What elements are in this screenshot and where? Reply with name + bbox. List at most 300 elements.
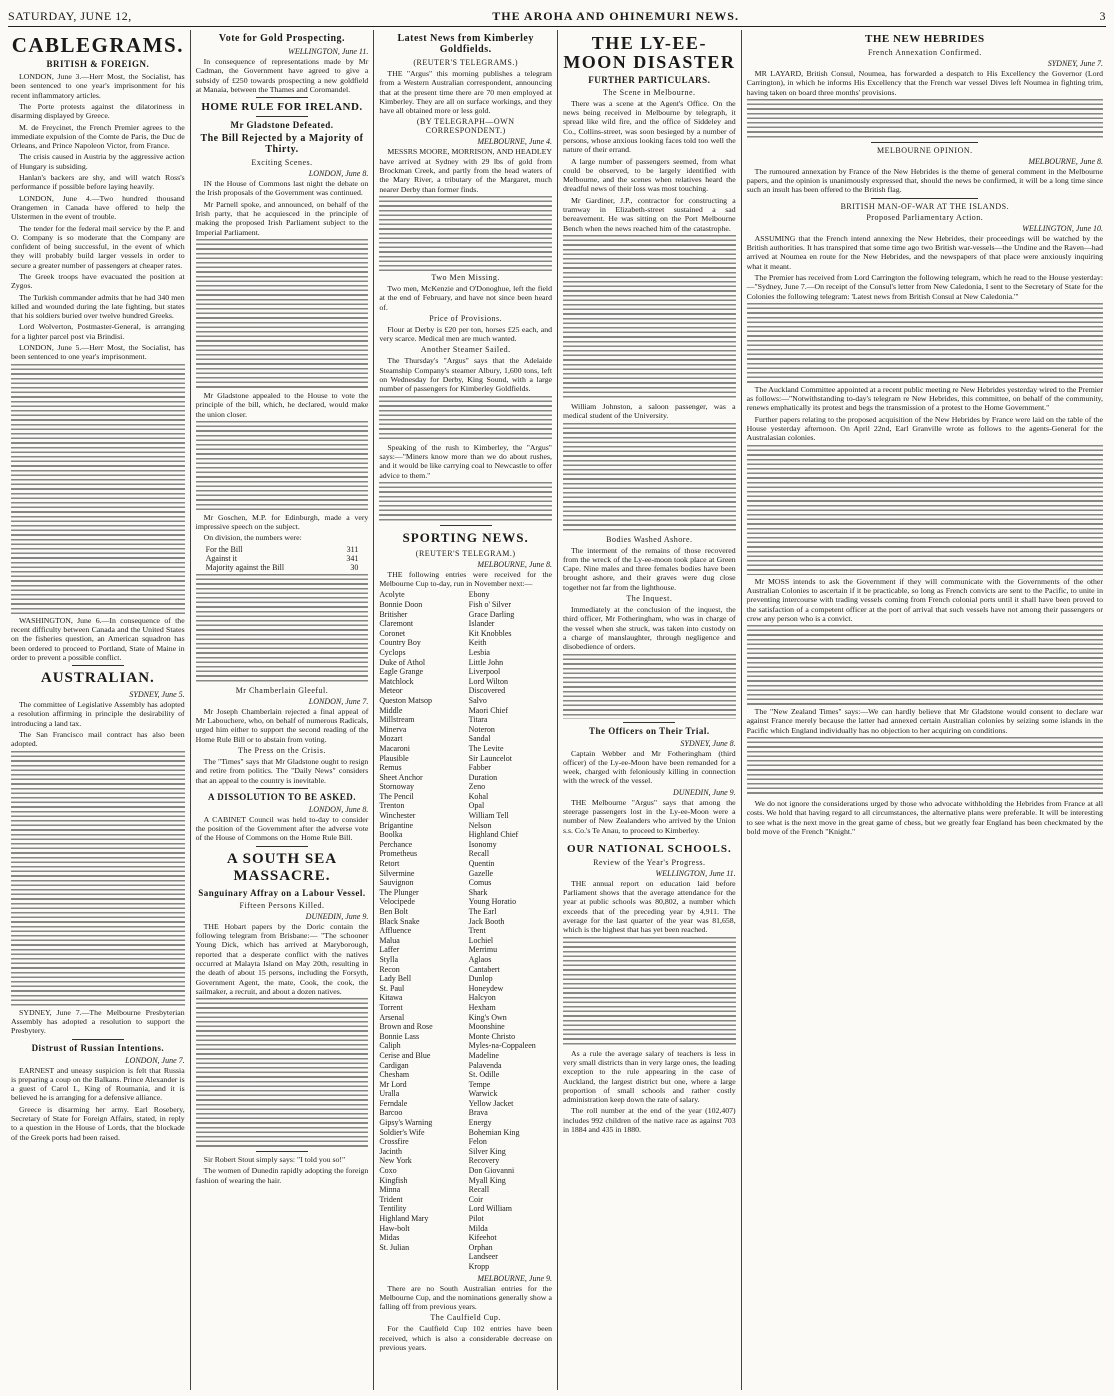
cup-entry: Myles-na-Coppaleen — [468, 1041, 536, 1051]
cup-entry: St. Paul — [379, 983, 405, 993]
cup-entry: Recovery — [468, 1156, 500, 1166]
cup-entry: Barcoo — [379, 1108, 403, 1118]
reuters-subheading: (REUTER'S TELEGRAMS.) — [413, 58, 518, 67]
article-paragraph: The tender for the federal mail service by the P. and O. Company is so moderate that the Company are confident of being successful, in the event of which they will probably build larger vessels in order to secure a greater number of passengers at cheaper rates. — [11, 223, 185, 270]
text-block — [747, 99, 1103, 139]
cup-entry: Comus — [468, 878, 492, 888]
article-paragraph: Lord Wolverton, Postmaster-General, is arranging for a lighter parcel post via Brindisi. — [11, 322, 185, 341]
cup-entry: Gipsy's Warning — [379, 1118, 433, 1128]
cup-entry: Palavenda — [468, 1060, 502, 1070]
cup-entry: Remus — [379, 763, 402, 773]
vote-value: 341 — [346, 553, 359, 563]
cup-entry: Sandal — [468, 734, 491, 744]
cup-entry: Velocipede — [379, 897, 415, 907]
vote-label: For the Bill — [205, 544, 243, 554]
cup-entry: Grace Darling — [468, 609, 515, 619]
cup-entry: Black Snake — [379, 916, 420, 926]
cup-entry: Torrent — [379, 1002, 403, 1012]
cup-entry: Bohemian King — [468, 1127, 520, 1137]
article-paragraph: WASHINGTON, June 6.—In consequence of the recent difficulty between Canada and the United States on the fisheries question, an American squadron has been ordered to proceed to Portland, State of Maine in order to prevent a possible conflict. — [11, 615, 185, 662]
article-paragraph: THE Melbourne "Argus" says that among the steerage passengers lost in the Ly-ee-Moon were a number of New Zealanders who arrived by the Union s.s. Co.'s Te Anau, to proceed to Kimberley. — [563, 797, 736, 835]
cup-entry: Islander — [468, 619, 495, 629]
cup-entry: Titara — [468, 715, 488, 725]
article-paragraph: The "New Zealand Times" says:—We can hardly believe that Mr Gladstone would consent to declare war against France merely because the latter had annexed certain Australian colonies by seizing some islands in the Pacific which England individually has no objection to her acquiring on conditions. — [746, 707, 1103, 735]
cup-entry: Cerise and Blue — [379, 1050, 431, 1060]
article-paragraph: The "Times" says that Mr Gladstone ought to resign and retire from politics. The "Daily News" considers that an appeal to the country is inevitable. — [195, 756, 369, 785]
fifteen-killed-heading: Fifteen Persons Killed. — [239, 900, 325, 910]
cup-entry: Soldier's Wife — [379, 1127, 425, 1137]
national-schools-heading: OUR NATIONAL SCHOOLS. — [566, 842, 732, 855]
column-5 — [741, 30, 1108, 1390]
cup-entry: Country Boy — [379, 638, 421, 648]
cup-entry: Britisher — [379, 609, 408, 619]
divider — [256, 788, 308, 789]
cup-entry: Salvo — [468, 695, 487, 705]
dateline: WELLINGTON, June 10. — [1022, 223, 1103, 233]
article-paragraph: William Johnston, a saloon passenger, was a medical student of the University. — [563, 401, 736, 421]
text-block — [747, 303, 1103, 383]
cup-entry: Warwick — [468, 1089, 498, 1099]
article-paragraph: The Turkish commander admits that he had 340 men killed and wounded during the late fighting, but states that his soldiers buried over twelve hundred Greeks. — [11, 292, 185, 321]
article-paragraph: The Thursday's "Argus" says that the Adelaide Steamship Company's steamer Albury, 1,600 tons, left on Wednesday for Derby, King Sound, with a large number of passengers for Kimberley Goldfields. — [379, 356, 552, 394]
dateline: LONDON, June 7. — [308, 696, 369, 706]
divider — [871, 198, 978, 199]
article-paragraph: Captain Webber and Mr Fotheringham (third officer) of the Ly-ee-Moon have been remanded for a week, charged with feloniously killing in connection with the wreck of the vessel. — [563, 748, 736, 786]
cup-entry: Uralla — [379, 1089, 400, 1099]
article-paragraph: THE following entries were received for the Melbourne Cup to-day, run in November next:— — [379, 569, 552, 589]
article-paragraph: The interment of the remains of those recovered from the wreck of the Ly-ee-moon took place at Green Cape. Nine males and three females bodies have been brought ashore, and their graves were dug close together not far from the lighthouse. — [563, 545, 736, 592]
article-paragraph: Speaking of the rush to Kimberley, the "Argus" says:—"Miners know more than we do about rushes, and it would be like carrying coal to Newcastle to offer advice to them." — [379, 442, 552, 480]
cup-entry: Keith — [468, 638, 487, 648]
cup-entry: Acolyte — [379, 590, 405, 600]
article-paragraph: Further papers relating to the proposed acquisition of the New Hebrides by France were laid on the table of the House yesterday afternoon. On April 22nd, Earl Granville wrote as follows to the agents-General for the Australasian colonies. — [746, 414, 1103, 443]
article-paragraph: Mr Gardiner, J.P., contractor for constructing a tramway in Elizabeth-street sustained a sad bereavement. He was sitting on the Port Melbourne Bench when the news reached him of the catastrophe. — [563, 195, 736, 233]
issue-date: SATURDAY, JUNE 12, — [8, 8, 132, 23]
cup-entry: Noteron — [468, 724, 495, 734]
gladstone-defeated-heading: Mr Gladstone Defeated. — [230, 120, 334, 131]
new-hebrides-heading: THE NEW HEBRIDES — [864, 33, 985, 45]
cup-entry: Brown and Rose — [379, 1022, 433, 1032]
cup-entry: Nelson — [468, 820, 492, 830]
article-paragraph: IN the House of Commons last night the debate on the Irish proposals of the Government was continued. — [195, 179, 369, 198]
article-paragraph: Mr Parnell spoke, and announced, on behalf of the Irish party, that he acquiesced in the principle of making the proposed Irish Parliament subject to the Imperial Parliament. — [195, 199, 369, 237]
ly-ee-moon-heading: THE LY-EE-MOON DISASTER — [563, 33, 736, 72]
dateline: MELBOURNE, June 4. — [477, 137, 552, 147]
cup-entry: Merrimu — [468, 945, 498, 955]
cup-entry: Liverpool — [468, 667, 501, 677]
divider — [871, 142, 978, 143]
article-paragraph: EARNEST and uneasy suspicion is felt that Russia is preparing a coup on the Balkans. Prince Alexander is a guest of Carol I., King of Roumania, and it is believed he is arranging for a defensive alliance. — [11, 1065, 185, 1103]
cup-entry: Chesham — [379, 1070, 410, 1080]
vote-label: Majority against the Bill — [205, 562, 285, 572]
article-paragraph: The crisis caused in Austria by the aggressive action of Hungary is subsiding. — [11, 152, 185, 171]
cup-entry: William Tell — [468, 811, 509, 821]
vote-row — [196, 563, 369, 572]
cup-entry: Jack Booth — [468, 916, 505, 926]
article-paragraph: The San Francisco mail contract has also been adopted. — [11, 730, 185, 749]
column-4 — [557, 30, 741, 1390]
article-paragraph: A CABINET Council was held to-day to consider the position of the Government after the adverse vote of the House of Commons on the Home Rule Bill. — [195, 814, 369, 843]
article-paragraph: There are no South Australian entries for the Melbourne Cup, and the nominations generally show a falling off from previous years. — [379, 1283, 552, 1312]
cup-entry: Hexham — [468, 1002, 496, 1012]
gold-prospecting-heading: Vote for Gold Prospecting. — [218, 33, 346, 44]
cup-entry: Malua — [379, 935, 400, 945]
man-of-war-heading: BRITISH MAN-OF-WAR AT THE ISLANDS. — [840, 201, 1010, 211]
cup-entry: Stornoway — [379, 782, 414, 792]
cup-entry: Caliph — [379, 1041, 401, 1051]
article-paragraph: The Auckland Committee appointed at a recent public meeting re New Hebrides yesterday wired to the Premier as follows:—"Notwithstanding to-day's telegram re New Hebrides, this committee, on behalf of the community, renews emphatically its protest and begs the transmission of a protest to the Home Government." — [746, 384, 1103, 413]
annexation-heading: French Annexation Confirmed. — [867, 48, 982, 57]
cup-entry: Myall King — [468, 1175, 506, 1185]
cup-entry: Arsenal — [379, 1012, 405, 1022]
cup-entry: The Levite — [468, 743, 504, 753]
article-paragraph: On division, the numbers were: — [203, 533, 302, 543]
cup-entry: Millstream — [379, 715, 415, 725]
cup-entry: Minerva — [379, 724, 407, 734]
column-5-inner — [747, 33, 1103, 836]
cup-entry: Young Horatio — [468, 897, 517, 907]
vote-row — [196, 545, 369, 554]
cup-entry: Kohal — [468, 791, 489, 801]
dateline: LONDON, June 7. — [125, 1055, 185, 1065]
cup-entry: Ben Bolt — [379, 907, 408, 917]
divider — [72, 1039, 124, 1040]
cup-entry: Claremont — [379, 619, 414, 629]
caulfield-cup-heading: The Caulfield Cup. — [430, 1313, 501, 1323]
article-paragraph: The rumoured annexation by France of the New Hebrides is the theme of general comment in the Melbourne papers, and the opinion is unanimously expressed that, should the news be confirmed, it will be a long time since such an insult has been offered to the British flag. — [746, 166, 1103, 195]
article-paragraph: Mr Goschen, M.P. for Edinburgh, made a very impressive speech on the subject. — [195, 512, 369, 532]
column-3 — [373, 30, 557, 1390]
cup-entry: Fish o' Silver — [468, 600, 511, 610]
cup-entry: Felon — [468, 1137, 487, 1147]
column-2 — [190, 30, 374, 1390]
cup-entry: Coronet — [379, 628, 406, 638]
dateline: DUNEDIN, June 9. — [673, 787, 736, 797]
article-paragraph: Greece is disarming her army. Earl Rosebery, Secretary of State for Foreign Affairs, stated, in reply to a question in the House of Lords, that the blockade of the Greek ports had been raised. — [11, 1104, 185, 1142]
cup-entry: King's Own — [468, 1012, 507, 1022]
article-paragraph: THE Hobart papers by the Doric contain the following telegram from Brisbane:— "The schooner Young Dick, which has arrived at Maryborough, reported that a desperate conflict with the natives occurred at Malayta Island on May 20th, resulting in the death of about 15 persons, including the Forsyth, Government Agent, the mate, Cook, the cook, the sailmaker, a recruit, and about a dozen natives. — [195, 921, 369, 996]
own-correspondent-heading: (BY TELEGRAPH—OWN CORRESPONDENT.) — [416, 117, 515, 136]
entries-right-column — [469, 590, 552, 1271]
officers-trial-heading: The Officers on Their Trial. — [589, 725, 710, 736]
article-paragraph: THE annual report on education laid before Parliament shows that the average attendance for the year at public schools was 80,802, a number which exceeds that of the preceding year by 4,911. The average for the last quarter of the year was 81,658, which is the highest that has yet been reached. — [563, 878, 736, 935]
divider — [256, 846, 308, 847]
divider — [72, 665, 124, 666]
cup-entry: Yellow Jacket — [468, 1098, 514, 1108]
sporting-news-heading: SPORTING NEWS. — [402, 529, 529, 545]
cup-entry: Quentin — [468, 859, 495, 869]
dateline: WELLINGTON, June 11. — [655, 868, 736, 878]
cup-entry: Duke of Athol — [379, 657, 426, 667]
exciting-scenes-heading: Exciting Scenes. — [251, 158, 313, 168]
cup-entry: Prometheus — [379, 849, 418, 859]
cup-entry: Milda — [468, 1223, 488, 1233]
dateline: SYDNEY, June 8. — [680, 738, 736, 748]
text-block — [196, 421, 369, 511]
cup-entry: Crossfire — [379, 1137, 409, 1147]
text-block — [747, 737, 1103, 797]
kimberley-heading: Latest News from Kimberley Goldfields. — [397, 33, 534, 55]
column-1 — [6, 30, 190, 1390]
cup-entry: Halcyon — [468, 993, 496, 1003]
russian-heading: Distrust of Russian Intentions. — [31, 1042, 165, 1053]
dateline: SYDNEY, June 7. — [1047, 59, 1103, 68]
cup-entry: Lord William — [468, 1204, 512, 1214]
text-block — [196, 574, 369, 684]
cup-entry: Pilot — [468, 1214, 484, 1224]
inquest-heading: The Inquest. — [626, 594, 673, 604]
cup-entry: Cyclops — [379, 647, 406, 657]
article-paragraph: MR LAYARD, British Consul, Noumea, has forwarded a despatch to His Excellency the Governor (Lord Carrington), in which he informs His Excellency that the French war vessel Dives left Noumea in fighting trim, having taken on board three months' provisions. — [746, 69, 1103, 97]
text-block — [196, 998, 369, 1148]
cablegrams-heading: CABLEGRAMS. — [11, 33, 184, 57]
cup-entry: Brigantine — [379, 820, 414, 830]
dissolution-heading: A DISSOLUTION TO BE ASKED. — [208, 791, 356, 802]
cup-entry: Recall — [468, 849, 490, 859]
cup-entry: Midas — [379, 1233, 400, 1243]
cup-entry: Trent — [468, 926, 486, 936]
cup-entry: Madeline — [468, 1050, 499, 1060]
cup-entry: Perchance — [379, 839, 413, 849]
dateline: LONDON, June 8. — [308, 804, 369, 814]
cup-entry: Gazelle — [468, 868, 494, 878]
article-paragraph: As a rule the average salary of teachers is less in very small districts than in very large ones, the leading exception to the rule appearing in the case of Auckland, the largest district but one, where a large proportion of small schools and rather costly administration keep down the rate of salary. — [563, 1048, 736, 1105]
text-block — [11, 751, 185, 1006]
article-paragraph: The Porte protests against the dilatoriness in disarming displayed by Greece. — [11, 101, 185, 121]
cup-entry: Lesbia — [468, 647, 490, 657]
steamer-sailed-heading: Another Steamer Sailed. — [420, 345, 511, 355]
cup-entry: Kropp — [468, 1261, 490, 1271]
cup-entry: Laffer — [379, 945, 400, 955]
cup-entry: Kingfish — [379, 1175, 408, 1185]
cup-entry: Energy — [468, 1118, 492, 1128]
cup-entry: Coir — [468, 1194, 483, 1204]
article-paragraph: Mr Joseph Chamberlain rejected a final appeal of Mr Labouchere, who, on behalf of numerous Radicals, urged him either to support the second reading of the Home Rule Bill or to abstain from voting. — [195, 706, 369, 744]
article-paragraph: A large number of passengers seemed, from what could be observed, to be largely identified with Melbourne, and the scenes when relatives heard the dreadful news of their loss was most touching. — [563, 156, 736, 194]
divider — [256, 116, 308, 117]
page-number: 3 — [1099, 8, 1106, 23]
vote-value: 30 — [350, 562, 359, 572]
article-paragraph: Sir Robert Stout simply says: "I told you so!" — [203, 1155, 346, 1165]
cup-entry: Kitawa — [379, 993, 403, 1003]
vote-value: 311 — [346, 544, 359, 554]
article-paragraph: MESSRS MOORE, MORRISON, AND HEADLEY have arrived at Sydney with 29 lbs of gold from Brockman Creek, and partly from the head waters of the Mary River, a tributary of the Margaret, much nearer Derby than former finds. — [379, 147, 552, 194]
divider — [256, 1151, 308, 1152]
two-men-missing-heading: Two Men Missing. — [431, 272, 500, 282]
article-paragraph: Hanlan's backers are shy, and will watch Ross's performance if possible before laying heavily. — [11, 173, 185, 192]
article-paragraph: The roll number at the end of the year (102,407) includes 992 children of the native race as against 703 in 1884 and 435 in 1880. — [563, 1106, 736, 1135]
article-paragraph: LONDON, June 5.—Herr Most, the Socialist, has been sentenced to one year's imprisonment. — [11, 343, 185, 362]
article-paragraph: M. de Freycinet, the French Premier agrees to the immediate expulsion of the Comte de Paris, the Duc de Orleans, and Prince Napoleon Victor, from France. — [11, 122, 185, 151]
cup-entry: Trenton — [379, 801, 405, 811]
article-paragraph: THE "Argus" this morning publishes a telegram from a Western Australian correspondent, announcing that at the present time there are 70 men employed at Kimberley. They are all on surface workings, and they have all obtained more or less gold. — [379, 69, 552, 116]
columns — [6, 30, 1108, 1390]
text-block — [747, 445, 1103, 575]
melbourne-cup-entries — [379, 590, 552, 1271]
reuters-subheading: (REUTER'S TELEGRAM.) — [415, 548, 516, 558]
cup-entry: Ebony — [468, 590, 490, 600]
melbourne-scene-heading: The Scene in Melbourne. — [603, 87, 696, 97]
dateline: SYDNEY, June 5. — [129, 690, 185, 700]
cup-entry: The Pencil — [379, 791, 414, 801]
cup-entry: Trident — [379, 1194, 403, 1204]
article-paragraph: The Premier has received from Lord Carrington the following telegram, which he read to the House yesterday:—"Sydney, June 7.—On receipt of the Consul's letter from New Caledonia, I sent to the Secretary of State for the Colonies the following telegram: 'Latest news from British Consul at New Caledonia.'" — [746, 272, 1103, 301]
article-paragraph: LONDON, June 4.—Two hundred thousand Orangemen in Canada have offered to help the Ulstermen in the event of trouble. — [11, 193, 185, 222]
parliamentary-action-heading: Proposed Parliamentary Action. — [866, 212, 984, 222]
cup-entry: Sheet Anchor — [379, 772, 423, 782]
article-paragraph: There was a scene at the Agent's Office. On the news being received in Melbourne by telegraph, it spread like wild fire, and the office of Siddeley and Co., Collins-street, was soon besieged by a number of persons, whose anxious looking faces told too well the nature of their errand. — [563, 98, 736, 155]
dateline: MELBOURNE, June 8. — [477, 559, 552, 569]
article-paragraph: The committee of Legislative Assembly has adopted a resolution affirming in principle the desirability of introducing a land tax. — [11, 700, 185, 728]
home-rule-heading: HOME RULE FOR IRELAND. — [201, 101, 363, 114]
article-paragraph: SYDNEY, June 7.—The Melbourne Presbyterian Assembly has adopted a resolution to support the Presbytery. — [11, 1007, 185, 1036]
divider — [256, 97, 308, 98]
australian-heading: AUSTRALIAN. — [40, 670, 155, 687]
review-heading: Review of the Year's Progress. — [593, 857, 706, 867]
cup-entry: Lord Wilton — [468, 676, 508, 686]
divider — [440, 525, 492, 526]
text-block — [379, 396, 552, 441]
cup-entry: Recon — [379, 964, 400, 974]
cup-entry: Maori Chief — [468, 705, 508, 715]
text-block — [747, 625, 1103, 705]
cup-entry: Macaroni — [379, 743, 410, 753]
article-paragraph: LONDON, June 3.—Herr Most, the Socialist, has been sentenced to one year's imprisonment for his recent inflammatory articles. — [11, 72, 185, 100]
article-paragraph: In consequence of representations made by Mr Cadman, the Government have agreed to give a subsidy of £250 towards prospecting a new goldfield at Manaia, between the Thames and Coromandel. — [195, 57, 369, 94]
cup-entry: Orphan — [468, 1242, 493, 1252]
cup-entry: Kit Knobbles — [468, 628, 512, 638]
cup-entry: Don Giovanni — [468, 1166, 515, 1176]
text-block — [563, 937, 736, 1047]
chamberlain-heading: Mr Chamberlain Gleeful. — [235, 685, 329, 695]
cup-entry: Mr Lord — [379, 1079, 407, 1089]
cup-entry: The Plunger — [379, 887, 419, 897]
cup-entry: Recall — [468, 1185, 490, 1195]
cup-entry: Winchester — [379, 811, 416, 821]
cup-entry: St. Odille — [468, 1070, 500, 1080]
article-paragraph: ASSUMING that the French intend annexing the New Hebrides, their proceedings will be watched by the British authorities. It has transpired that some time ago two British war-vessels—the Undine and the Raven—had arrived at Noumea en route for the New Hebrides, and the newspapers of that place were anxiously inquiring what it meant. — [746, 233, 1103, 271]
article-paragraph: The Greek troops have evacuated the position at Zygos. — [11, 271, 185, 291]
south-sea-massacre-heading: A SOUTH SEA MASSACRE. — [226, 850, 338, 884]
cup-entry: Lady Bell — [379, 974, 412, 984]
cup-entry: Aglaos — [468, 954, 492, 964]
article-paragraph: Mr MOSS intends to ask the Government if they will communicate with the Governments of the other Australian Colonies to ascertain if it be practicable, so long as French convicts are sent to the Pacific, to unite in preventing intercourse with trading vessels coming from French colonial ports until it shall have been proved to the satisfaction of a competent officer at the port of arrival that such vessels have not among their passengers or crew any person who is a convict. — [746, 576, 1103, 623]
cup-entry: Duration — [468, 772, 498, 782]
cup-entry: Landseer — [468, 1252, 498, 1262]
cup-entry: Moonshine — [468, 1022, 505, 1032]
cup-entry: Boolka — [379, 830, 403, 840]
text-block — [563, 235, 736, 400]
article-paragraph: For the Caulfield Cup 102 entries have been received, which is also a considerable decrease on previous years. — [379, 1324, 552, 1353]
cup-entry: Silver King — [468, 1146, 506, 1156]
text-block — [563, 654, 736, 719]
cup-entry: Sauvignon — [379, 878, 414, 888]
cup-entry: Tempe — [468, 1079, 491, 1089]
cup-entry: Bonnie Lass — [379, 1031, 420, 1041]
press-crisis-heading: The Press on the Crisis. — [238, 745, 326, 755]
cup-entry: New York — [379, 1156, 412, 1166]
cup-entry: Jacinth — [379, 1146, 402, 1156]
text-block — [379, 196, 552, 271]
dateline: MELBOURNE, June 8. — [1028, 156, 1103, 166]
cup-entry: Tentility — [379, 1204, 407, 1214]
cup-entry: Honeydew — [468, 983, 504, 993]
cup-entry: Highland Chief — [468, 830, 519, 840]
dateline: MELBOURNE, June 9. — [477, 1273, 552, 1283]
cup-entry: Coxo — [379, 1166, 397, 1176]
cup-entry: Shark — [468, 887, 488, 897]
cup-entry: St. Julian — [379, 1242, 410, 1252]
masthead — [8, 6, 1106, 27]
cup-entry: Meteor — [379, 686, 403, 696]
cup-entry: Affluence — [379, 926, 412, 936]
cup-entry: Haw-bolt — [379, 1223, 410, 1233]
cup-entry: Cantabert — [468, 964, 500, 974]
text-block — [11, 364, 185, 614]
text-block — [196, 239, 369, 389]
melbourne-opinion-heading: MELBOURNE OPINION. — [876, 145, 973, 155]
further-particulars-heading: FURTHER PARTICULARS. — [588, 74, 711, 85]
bill-rejected-heading: The Bill Rejected by a Majority of Thirty. — [200, 133, 364, 156]
cup-entry: Stylla — [379, 954, 398, 964]
entries-left-column — [379, 590, 462, 1271]
cup-entry: Highland Mary — [379, 1214, 429, 1224]
cup-entry: Little John — [468, 657, 504, 667]
cup-entry: Lochiel — [468, 935, 494, 945]
cup-entry: Middle — [379, 705, 403, 715]
newspaper-title: THE AROHA AND OHINEMURI NEWS. — [492, 8, 739, 23]
cup-entry: Eagle Grange — [379, 667, 424, 677]
article-paragraph: Two men, McKenzie and O'Donoghue, left the field at the end of February, and have not since been heard of. — [379, 283, 552, 312]
cup-entry: Bonnie Doon — [379, 600, 423, 610]
cup-entry: Discovered — [468, 686, 506, 696]
cup-entry: Silvermine — [379, 868, 415, 878]
article-paragraph: Flour at Derby is £20 per ton, horses £25 each, and very scarce. Medical men are much wanted. — [379, 324, 552, 344]
cup-entry: Brava — [468, 1108, 488, 1118]
cup-entry: Queston Matsop — [379, 695, 432, 705]
cup-entry: The Earl — [468, 907, 497, 917]
article-paragraph: The women of Dunedin rapidly adopting the foreign fashion of wearing the hair. — [195, 1166, 369, 1185]
article-paragraph: Mr Gladstone appealed to the House to vote the principle of the bill, which, he declared, would make the union closer. — [195, 390, 369, 419]
provisions-heading: Price of Provisions. — [429, 313, 503, 323]
cup-entry: Plausible — [379, 753, 409, 763]
affray-heading: Sanguinary Affray on a Labour Vessel. — [198, 887, 366, 898]
cup-entry: Retort — [379, 859, 400, 869]
cup-entry: Fabber — [468, 763, 491, 773]
cup-entry: Kifeehot — [468, 1233, 497, 1243]
dateline: DUNEDIN, June 9. — [305, 911, 369, 921]
british-foreign-subheading: BRITISH & FOREIGN. — [46, 59, 150, 70]
cup-entry: Zeno — [468, 782, 486, 792]
cup-entry: Mozart — [379, 734, 403, 744]
vote-label: Against it — [205, 553, 237, 563]
dateline: LONDON, June 8. — [308, 169, 369, 179]
cup-entry: Minna — [379, 1185, 401, 1195]
cup-entry: Matchlock — [379, 676, 414, 686]
cup-entry: Sir Launcelot — [468, 753, 512, 763]
article-paragraph: We do not ignore the considerations urged by those who advocate withholding the Hebrides from France at all costs. We hold that having regard to all circumstances, the alternative plans were preferable. It will be interesting to see what is the next move in the great game of chess, but we greatly fear England has been checkmated by the bold move of the French "Knight." — [746, 799, 1103, 836]
divider — [623, 838, 675, 839]
cup-entry: Dunlop — [468, 974, 493, 984]
cup-entry: Ferndale — [379, 1098, 408, 1108]
article-paragraph: Immediately at the conclusion of the inquest, the third officer, Mr Fotheringham, who was in charge of the vessel when she struck, was taken into custody on a charge of manslaughter, through negligence and disobedience of orders. — [563, 605, 736, 652]
divider — [623, 722, 675, 723]
text-block — [379, 482, 552, 522]
cup-entry: Isonomy — [468, 839, 497, 849]
bodies-washed-heading: Bodies Washed Ashore. — [606, 534, 693, 544]
text-block — [563, 423, 736, 533]
cup-entry: Monte Christo — [468, 1031, 516, 1041]
